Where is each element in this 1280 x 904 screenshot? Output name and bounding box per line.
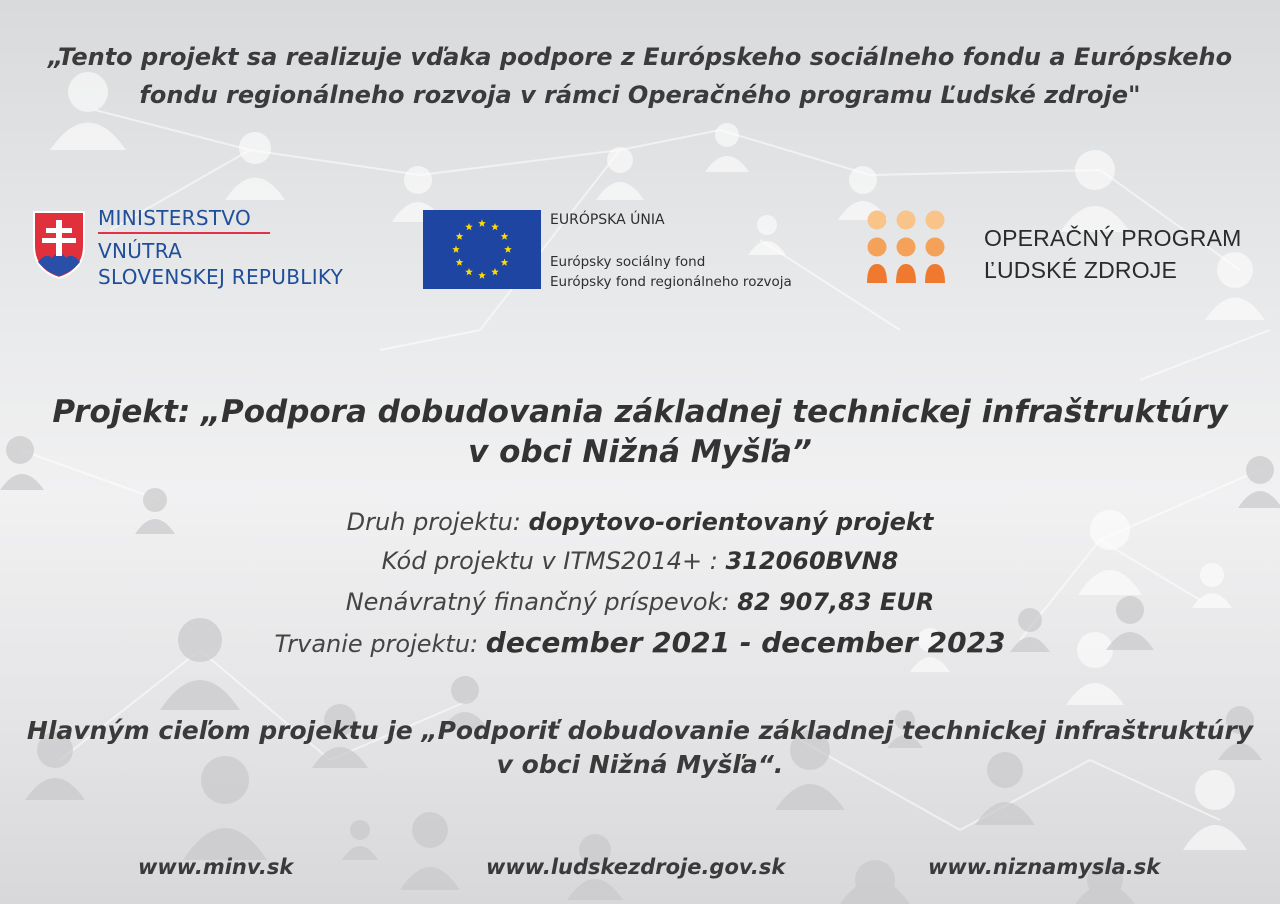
project-code — [0, 547, 1280, 575]
project-goal-line2: v obci Nižná Myšľa“. — [496, 750, 784, 779]
funding-statement — [30, 38, 1250, 114]
ministry-logo-line3: SLOVENSKEJ REPUBLIKY — [98, 265, 344, 289]
op-dot-icon — [896, 264, 916, 283]
op-dot-icon — [867, 264, 887, 283]
slovak-coat-of-arms-icon — [32, 210, 86, 280]
project-duration-value: december 2021 - december 2023 — [485, 626, 1006, 659]
project-type-value: dopytovo-orientovaný projekt — [528, 508, 934, 536]
project-duration-label: Trvanie projektu: — [274, 630, 486, 658]
project-grant-label: Nenávratný finančný príspevok: — [345, 588, 738, 616]
project-code-label: Kód projektu v ITMS2014+ : — [381, 547, 726, 575]
eu-title: EURÓPSKA ÚNIA — [550, 212, 665, 228]
eu-fund-social: Európsky sociálny fond — [550, 254, 706, 270]
op-logo-line1: OPERAČNÝ PROGRAM — [984, 225, 1242, 251]
project-title — [20, 392, 1260, 472]
op-dot-icon — [926, 238, 945, 257]
project-grant — [0, 588, 1280, 616]
op-dot-icon — [868, 211, 887, 230]
footer-link-minv[interactable]: www.minv.sk — [138, 855, 294, 879]
funding-statement-line1: „Tento projekt sa realizuje vďaka podpore z Európskeho sociálneho fondu a Európskeho — [47, 43, 1233, 71]
eu-flag-icon — [423, 210, 541, 289]
ministry-logo-line2: VNÚTRA — [98, 239, 183, 263]
footer-link-ludskezdroje[interactable]: www.ludskezdroje.gov.sk — [486, 855, 786, 879]
op-ludske-zdroje-dots-icon — [866, 210, 948, 290]
project-title-line2: v obci Nižná Myšľa” — [468, 434, 812, 470]
op-dot-icon — [897, 211, 916, 230]
ministry-logo-line1: MINISTERSTVO — [98, 205, 270, 234]
project-grant-value: 82 907,83 EUR — [737, 588, 935, 616]
op-logo-line2: ĽUDSKÉ ZDROJE — [984, 257, 1178, 283]
project-type — [0, 508, 1280, 536]
project-goal — [20, 714, 1260, 782]
footer-link-niznamysla[interactable]: www.niznamysla.sk — [928, 855, 1161, 879]
project-goal-line1: Hlavným cieľom projektu je „Podporiť dobudovanie základnej technickej infraštruktúry — [26, 716, 1254, 745]
op-dot-icon — [897, 238, 916, 257]
project-duration — [0, 626, 1280, 659]
ministry-logo-text — [98, 205, 343, 290]
project-code-value: 312060BVN8 — [725, 547, 899, 575]
op-dot-icon — [868, 238, 887, 257]
op-logo-text — [984, 222, 1242, 286]
project-type-label: Druh projektu: — [346, 508, 529, 536]
op-dot-icon — [925, 264, 945, 283]
project-title-line1: Projekt: „Podpora dobudovania základnej technickej infraštruktúry — [52, 394, 1228, 430]
eu-fund-regional: Európsky fond regionálneho rozvoja — [550, 274, 792, 290]
funding-statement-line2: fondu regionálneho rozvoja v rámci Operačného programu Ľudské zdroje" — [139, 81, 1141, 109]
op-dot-icon — [926, 211, 945, 230]
